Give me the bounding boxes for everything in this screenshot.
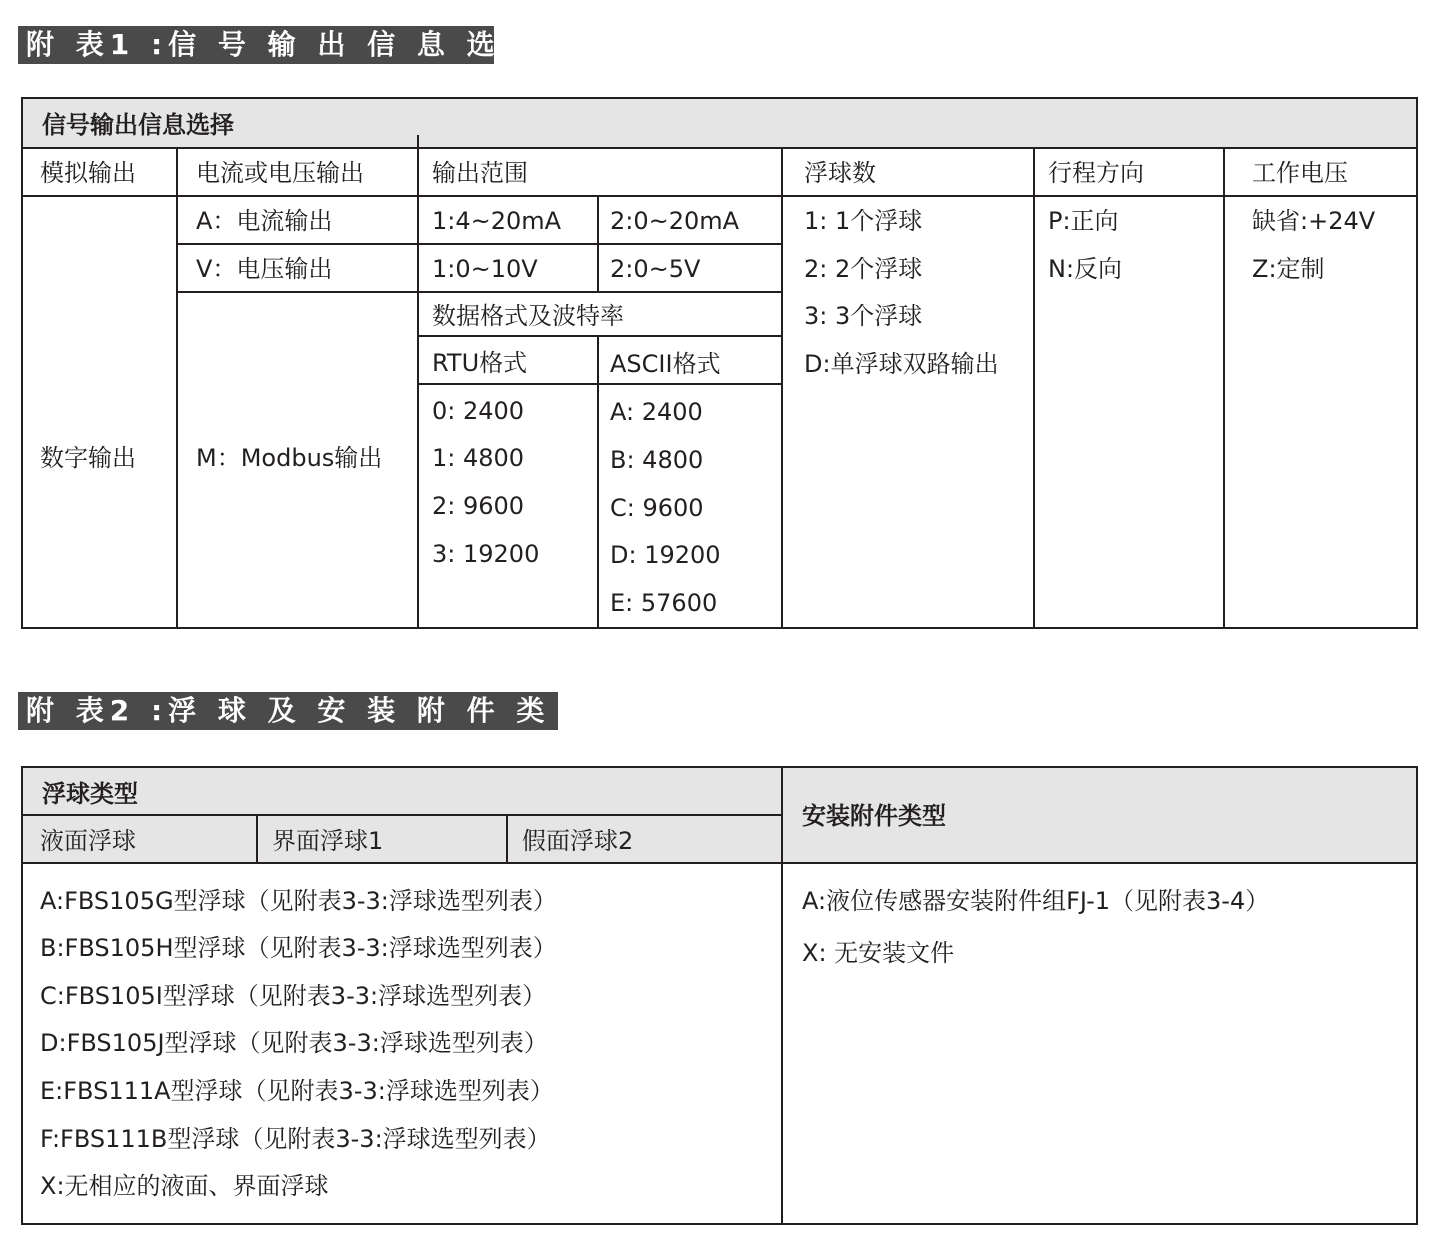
voltage-output-label: V：电压输出 (196, 255, 333, 283)
divider (21, 147, 1418, 149)
accessory-item: A:液位传感器安装附件组FJ-1（见附表3-4） (802, 887, 1270, 915)
float-count-item: 3: 3个浮球 (804, 302, 923, 330)
float-count-item: 2: 2个浮球 (804, 255, 923, 283)
float-type-item: C:FBS105I型浮球（见附表3-3:浮球选型列表） (40, 982, 547, 1010)
float-type-item: X:无相应的液面、界面浮球 (40, 1172, 329, 1200)
rtu-baud-item: 3: 19200 (432, 540, 540, 568)
voltage-item: 缺省:+24V (1252, 207, 1376, 235)
ascii-baud-item: B: 4800 (610, 446, 704, 474)
divider (176, 243, 783, 245)
current-output-label: A：电流输出 (196, 207, 333, 235)
subheader-false-float: 假面浮球2 (522, 827, 634, 855)
rtu-baud-item: 0: 2400 (432, 397, 525, 425)
rtu-baud-item: 1: 4800 (432, 444, 525, 472)
ascii-baud-item: D: 19200 (610, 541, 721, 569)
divider (1223, 147, 1225, 629)
border (21, 1223, 1418, 1225)
divider (781, 147, 783, 629)
divider (597, 195, 599, 293)
current-range-1: 1:4~20mA (432, 207, 562, 235)
appendix2-banner: 附 表2 :浮 球 及 安 装 附 件 类 型 (18, 692, 558, 730)
appendix1-banner: 附 表1 :信 号 输 出 信 息 选 择 (18, 26, 494, 64)
divider (21, 814, 783, 816)
accessory-item: X: 无安装文件 (802, 939, 955, 967)
divider (506, 814, 508, 864)
col-header-range: 输出范围 (432, 159, 528, 187)
format-baud-header: 数据格式及波特率 (432, 302, 624, 330)
border (21, 97, 1418, 99)
divider (176, 147, 178, 629)
col-header-analog: 模拟输出 (40, 159, 136, 187)
border (21, 766, 1418, 768)
float-count-item: D:单浮球双路输出 (804, 350, 999, 378)
border (1416, 766, 1418, 1225)
digital-output-label: 数字输出 (40, 444, 136, 472)
modbus-output-label: M：Modbus输出 (196, 444, 383, 472)
float-type-title: 浮球类型 (42, 780, 138, 808)
ascii-format-header: ASCII格式 (610, 350, 721, 378)
divider (597, 335, 599, 629)
accessory-type-title: 安装附件类型 (802, 802, 946, 830)
voltage-range-2: 2:0~5V (610, 255, 701, 283)
float-count-item: 1: 1个浮球 (804, 207, 923, 235)
divider (1033, 147, 1035, 629)
ascii-baud-item: A: 2400 (610, 398, 703, 426)
rtu-format-header: RTU格式 (432, 349, 528, 377)
border (21, 97, 23, 629)
divider (417, 383, 783, 385)
col-header-voltage: 工作电压 (1252, 159, 1348, 187)
divider (256, 814, 258, 864)
direction-item: P:正向 (1048, 207, 1119, 235)
divider (417, 335, 783, 337)
divider (781, 766, 783, 1225)
border (21, 766, 23, 1225)
border (21, 627, 1418, 629)
voltage-range-1: 1:0~10V (432, 255, 538, 283)
direction-item: N:反向 (1048, 255, 1123, 283)
col-header-current-voltage: 电流或电压输出 (196, 159, 364, 187)
current-range-2: 2:0~20mA (610, 207, 740, 235)
float-type-item: A:FBS105G型浮球（见附表3-3:浮球选型列表） (40, 887, 557, 915)
rtu-baud-item: 2: 9600 (432, 492, 525, 520)
float-type-item: D:FBS105J型浮球（见附表3-3:浮球选型列表） (40, 1029, 548, 1057)
divider (176, 291, 783, 293)
subheader-interface-float: 界面浮球1 (272, 827, 384, 855)
ascii-baud-item: C: 9600 (610, 494, 704, 522)
table1-title: 信号输出信息选择 (42, 111, 234, 139)
border (1416, 97, 1418, 629)
divider (21, 195, 1418, 197)
col-header-direction: 行程方向 (1048, 159, 1144, 187)
divider (417, 147, 419, 629)
float-type-item: B:FBS105H型浮球（见附表3-3:浮球选型列表） (40, 934, 557, 962)
subheader-liquid-float: 液面浮球 (40, 827, 136, 855)
col-header-float-count: 浮球数 (804, 159, 876, 187)
voltage-item: Z:定制 (1252, 255, 1325, 283)
ascii-baud-item: E: 57600 (610, 589, 718, 617)
divider (21, 862, 1418, 864)
float-type-item: E:FBS111A型浮球（见附表3-3:浮球选型列表） (40, 1077, 554, 1105)
float-type-item: F:FBS111B型浮球（见附表3-3:浮球选型列表） (40, 1125, 551, 1153)
